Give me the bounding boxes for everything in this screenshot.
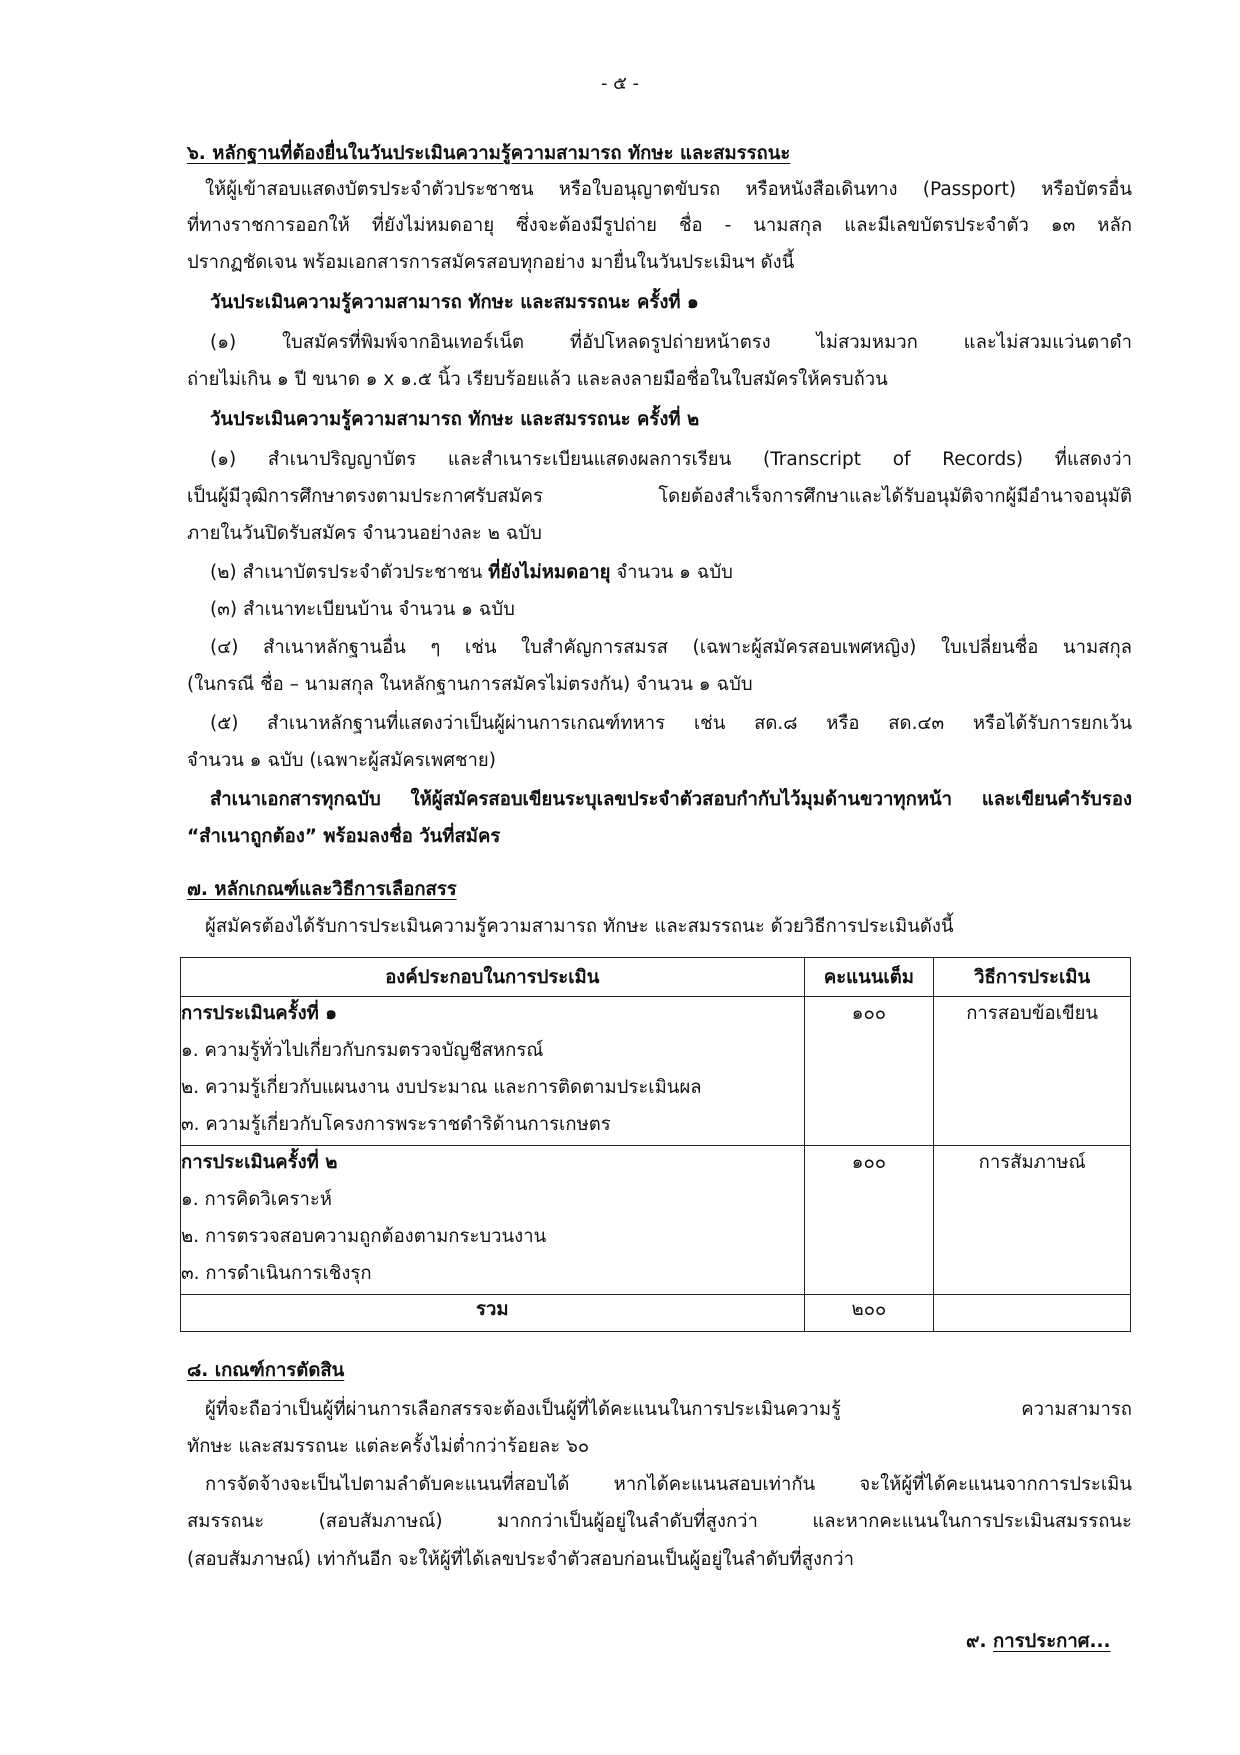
round-2-item-1-line-1: (๑) สำเนาปริญญาบัตร และสำเนาระเบียนแสดงผลการเรียน (Transcript of Records) ที่แสดงว่า: [210, 449, 1132, 470]
header-method: วิธีการประเมิน: [934, 958, 1131, 997]
next-section-footer: [966, 1628, 1111, 1656]
round-2-component-1: ๑. การคิดวิเคราะห์: [181, 1189, 332, 1210]
page-number: - ๕ -: [600, 73, 640, 94]
section-6-intro-line-2: ที่ทางราชการออกให้ ที่ยังไม่หมดอายุ ซึ่งจะต้องมีรูปถ่าย ชื่อ - นามสกุล และมีเลขบัตรประจำตัว ๑๓ หลัก: [187, 215, 1132, 236]
total-label: รวม: [181, 1295, 805, 1332]
table-header-row: [181, 958, 1131, 997]
copy-certification-note-line-1: สำเนาเอกสารทุกฉบับ ให้ผู้สมัครสอบเขียนระบุเลขประจำตัวสอบกำกับไว้มุมด้านขวาทุกหน้า และเขียนคำรับรอง: [210, 789, 1132, 810]
round-2-component-3: ๓. การดำเนินการเชิงรุก: [181, 1263, 372, 1284]
round-2-item-1-line-2: เป็นผู้มีวุฒิการศึกษาตรงตามประกาศรับสมัคร โดยต้องสำเร็จการศึกษาและได้รับอนุมัติจากผู้มีอำนาจอนุมัติ: [187, 486, 1132, 507]
footer-section-number: ๙.: [966, 1631, 994, 1652]
round-1-score: ๑๐๐: [851, 1003, 887, 1024]
round-2-heading: การประเมินครั้งที่ ๒: [181, 1152, 338, 1173]
round-1-component-2: ๒. ความรู้เกี่ยวกับแผนงาน งบประมาณ และการติดตามประเมินผล: [181, 1077, 702, 1098]
header-component: องค์ประกอบในการประเมิน: [181, 958, 805, 997]
round-2-component-2: ๒. การตรวจสอบความถูกต้องตามกระบวนงาน: [181, 1226, 547, 1247]
round-1-method-cell: [934, 997, 1131, 1146]
table-row: [181, 997, 1131, 1146]
section-7-intro: ผู้สมัครต้องได้รับการประเมินความรู้ความสามารถ ทักษะ และสมรรถนะ ด้วยวิธีการประเมินดังนี้: [205, 916, 954, 937]
section-7-heading: ๗. หลักเกณฑ์และวิธีการเลือกสรร: [187, 879, 457, 900]
round-2-item-2-emphasis: ที่ยังไม่หมดอายุ: [488, 562, 611, 583]
round-2-score-cell: [804, 1146, 934, 1295]
table-row: [181, 1146, 1131, 1295]
header-full-score: คะแนนเต็ม: [804, 958, 934, 997]
round-1-item-line-1: (๑) ใบสมัครที่พิมพ์จากอินเทอร์เน็ต ที่อัปโหลดรูปถ่ายหน้าตรง ไม่สวมหมวก และไม่สวมแว่นตาดำ: [210, 332, 1132, 353]
round-2-item-1-line-3: ภายในวันปิดรับสมัคร จำนวนอย่างละ ๒ ฉบับ: [187, 523, 542, 544]
round-2-title: วันประเมินความรู้ความสามารถ ทักษะ และสมรรถนะ ครั้งที่ ๒: [210, 409, 700, 430]
section-6-intro-line-3: ปรากฏชัดเจน พร้อมเอกสารการสมัครสอบทุกอย่าง มายื่นในวันประเมินฯ ดังนี้: [187, 252, 795, 273]
assessment-criteria-table: [180, 957, 1131, 1332]
round-1-score-cell: [804, 997, 934, 1146]
section-8-para-1-line-2: ทักษะ และสมรรถนะ แต่ละครั้งไม่ต่ำกว่าร้อยละ ๖๐: [187, 1436, 590, 1457]
round-2-item-2-suffix: จำนวน ๑ ฉบับ: [610, 562, 733, 583]
section-8-para-2-line-3: (สอบสัมภาษณ์) เท่ากันอีก จะให้ผู้ที่ได้เลขประจำตัวสอบก่อนเป็นผู้อยู่ในลำดับที่สูงกว่า: [187, 1549, 855, 1570]
section-8-para-2-line-2: สมรรถนะ (สอบสัมภาษณ์) มากกว่าเป็นผู้อยู่ในลำดับที่สูงกว่า และหากคะแนนในการประเมินสมรรถนะ: [187, 1511, 1132, 1532]
round-2-item-4-line-1: (๔) สำเนาหลักฐานอื่น ๆ เช่น ใบสำคัญการสมรส (เฉพาะผู้สมัครสอบเพศหญิง) ใบเปลี่ยนชื่อ นามสกุล: [210, 637, 1132, 658]
section-8-para-2-line-1: การจัดจ้างจะเป็นไปตามลำดับคะแนนที่สอบได้ หากได้คะแนนสอบเท่ากัน จะให้ผู้ที่ได้คะแนนจากการประเมิน: [205, 1474, 1132, 1495]
round-1-method: การสอบข้อเขียน: [966, 1003, 1099, 1024]
round-2-item-5-line-1: (๕) สำเนาหลักฐานที่แสดงว่าเป็นผู้ผ่านการเกณฑ์ทหาร เช่น สด.๘ หรือ สด.๔๓ หรือได้รับการยกเว้น: [210, 713, 1132, 734]
round-2-method: การสัมภาษณ์: [978, 1152, 1086, 1173]
table-total-row: [181, 1295, 1131, 1332]
round-2-item-2-prefix: (๒) สำเนาบัตรประจำตัวประชาชน: [210, 562, 489, 583]
copy-certification-note-line-2: “สำเนาถูกต้อง” พร้อมลงชื่อ วันที่สมัคร: [187, 826, 501, 847]
round-2-score: ๑๐๐: [851, 1152, 887, 1173]
round-2-method-cell: [934, 1146, 1131, 1295]
section-8-heading: ๘. เกณฑ์การตัดสิน: [187, 1360, 345, 1381]
section-8-para-1-line-1: ผู้ที่จะถือว่าเป็นผู้ที่ผ่านการเลือกสรรจะต้องเป็นผู้ที่ได้คะแนนในการประเมินความรู้ ความสามารถ: [205, 1399, 1132, 1420]
total-score: ๒๐๐: [804, 1295, 934, 1332]
round-2-item-5-line-2: จำนวน ๑ ฉบับ (เฉพาะผู้สมัครเพศชาย): [187, 750, 496, 771]
round-1-title: วันประเมินความรู้ความสามารถ ทักษะ และสมรรถนะ ครั้งที่ ๑: [210, 292, 699, 313]
section-6-heading: ๖. หลักฐานที่ต้องยื่นในวันประเมินความรู้ความสามารถ ทักษะ และสมรรถนะ: [187, 143, 791, 164]
round-2-item-4-line-2: (ในกรณี ชื่อ – นามสกุล ในหลักฐานการสมัครไม่ตรงกัน) จำนวน ๑ ฉบับ: [187, 674, 753, 695]
round-1-component-1: ๑. ความรู้ทั่วไปเกี่ยวกับกรมตรวจบัญชีสหกรณ์: [181, 1040, 544, 1061]
round-2-components-cell: [181, 1146, 805, 1295]
footer-section-title: การประกาศ...: [993, 1631, 1111, 1652]
round-1-component-3: ๓. ความรู้เกี่ยวกับโครงการพระราชดำริด้านการเกษตร: [181, 1114, 611, 1135]
round-2-item-2: [210, 559, 733, 587]
round-1-item-line-2: ถ่ายไม่เกิน ๑ ปี ขนาด ๑ x ๑.๕ นิ้ว เรียบร้อยแล้ว และลงลายมือชื่อในใบสมัครให้ครบถ้วน: [187, 369, 888, 390]
round-2-item-3: (๓) สำเนาทะเบียนบ้าน จำนวน ๑ ฉบับ: [210, 599, 515, 620]
round-1-heading: การประเมินครั้งที่ ๑: [181, 1003, 338, 1024]
round-1-components-cell: [181, 997, 805, 1146]
total-method-empty: [934, 1295, 1131, 1332]
section-6-intro-line-1: ให้ผู้เข้าสอบแสดงบัตรประจำตัวประชาชน หรือใบอนุญาตขับรถ หรือหนังสือเดินทาง (Passport) หรือบัตรอื่น: [205, 179, 1132, 200]
